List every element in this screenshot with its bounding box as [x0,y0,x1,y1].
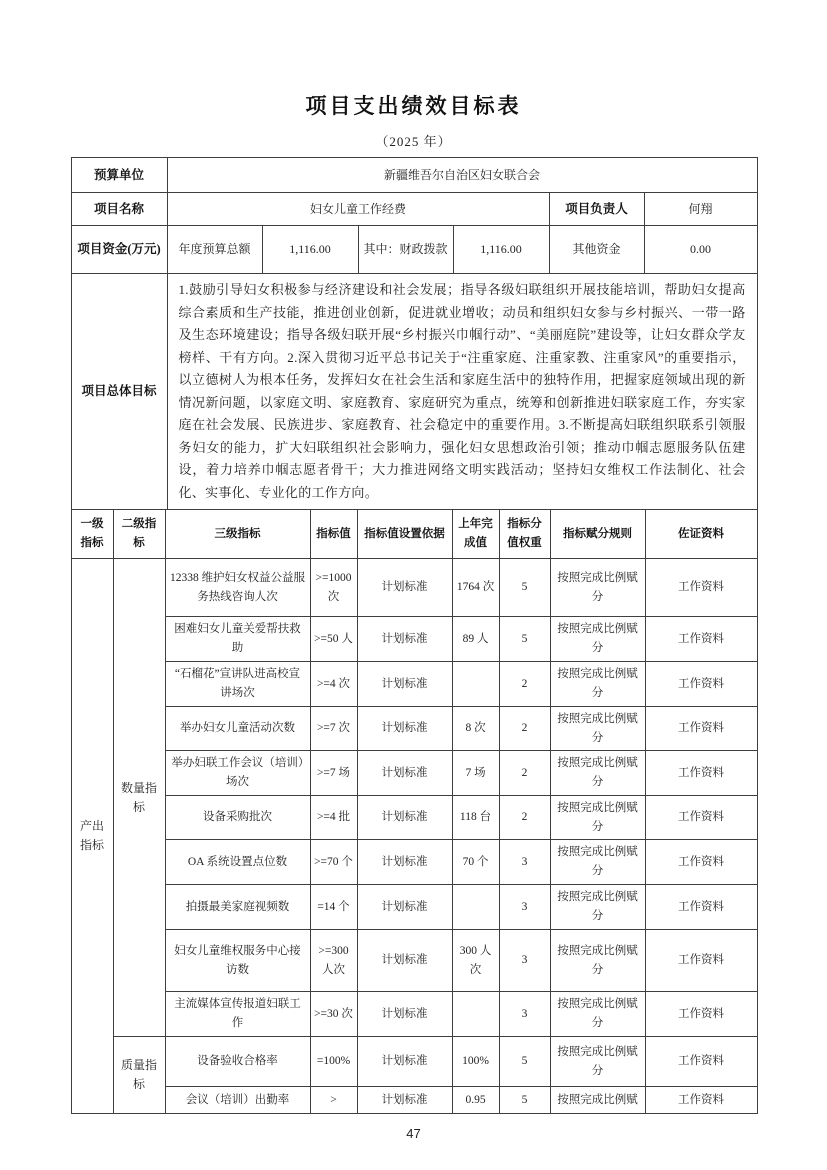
weight-cell: 5 [499,1037,550,1087]
indicator-row [71,1087,757,1114]
indicator-row [71,617,757,662]
project-leader-label: 项目负责人 [549,193,644,226]
evidence-cell: 工作资料 [645,930,757,992]
indicator-name-cell: 拍摄最美家庭视频数 [165,885,310,930]
rule-cell: 按照完成比例赋分 [550,559,645,617]
indicator-row [71,885,757,930]
indicator-name-cell: 主流媒体宣传报道妇联工作 [165,992,310,1037]
indicator-name-cell: 举办妇联工作会议（培训）场次 [165,751,310,796]
prev-value-cell: 1764 次 [452,559,499,617]
rule-cell: 按照完成比例赋分 [550,1037,645,1087]
weight-cell: 2 [499,751,550,796]
prev-value-cell: 7 场 [452,751,499,796]
basis-cell: 计划标准 [357,930,452,992]
header-scoring-rule: 指标赋分规则 [550,510,645,559]
weight-cell: 3 [499,930,550,992]
rule-cell: 按照完成比例赋 [550,1087,645,1114]
basis-cell: 计划标准 [357,707,452,751]
evidence-cell: 工作资料 [645,1087,757,1114]
annual-budget-label: 年度预算总额 [167,226,262,274]
basis-cell: 计划标准 [357,1037,452,1087]
evidence-cell: 工作资料 [645,992,757,1037]
indicator-table [71,509,758,1114]
rule-cell: 按照完成比例赋分 [550,617,645,662]
target-value-cell: >=7 场 [310,751,357,796]
level2-quality-cell: 质量指标 [113,1037,165,1114]
indicator-name-cell: 困难妇女儿童关爱帮扶救助 [165,617,310,662]
project-funds-row [71,226,757,274]
header-weight: 指标分值权重 [499,510,550,559]
rule-cell: 按照完成比例赋分 [550,930,645,992]
prev-value-cell [452,885,499,930]
prev-value-cell: 8 次 [452,707,499,751]
evidence-cell: 工作资料 [645,662,757,707]
indicator-row [71,992,757,1037]
rule-cell: 按照完成比例赋分 [550,796,645,840]
page-title: 项目支出绩效目标表 [305,94,522,118]
rule-cell: 按照完成比例赋分 [550,707,645,751]
project-name-row [71,193,757,226]
overall-goal-label: 项目总体目标 [71,274,167,510]
indicator-name-cell: OA 系统设置点位数 [165,840,310,885]
header-target: 指标值 [310,510,357,559]
indicator-name-cell: 设备验收合格率 [165,1037,310,1087]
prev-value-cell: 300 人次 [452,930,499,992]
rule-cell: 按照完成比例赋分 [550,840,645,885]
basis-cell: 计划标准 [357,662,452,707]
indicator-row [71,840,757,885]
header-basis: 指标值设置依据 [357,510,452,559]
header-level3: 三级指标 [165,510,310,559]
evidence-cell: 工作资料 [645,840,757,885]
basis-cell: 计划标准 [357,751,452,796]
level1-indicator-cell: 产出指标 [71,559,113,1114]
prev-value-cell: 100% [452,1037,499,1087]
target-value-cell: =100% [310,1037,357,1087]
evidence-cell: 工作资料 [645,617,757,662]
indicator-name-cell: 会议（培训）出勤率 [165,1087,310,1114]
overall-goal-text: 1.鼓励引导妇女积极参与经济建设和社会发展；指导各级妇联组织开展技能培训，帮助妇女提高综合素质和生产技能，推进创业创新，促进就业增收；动员和组织妇女参与乡村振兴、一带一路及生态环境建设；指导各级妇联开展“乡村振兴巾帼行动”、“美丽庭院”建设等，让妇女群众学友榜样、干有方向。2.深入贯彻习近平总书记关于“注重家庭、注重家教、注重家风”的重要指示，以立德树人为根本任务，发挥妇女在社会生活和家庭生活中的独特作用，把握家庭领域出现的新情况新问题，以家庭文明、家庭教育、家庭研究为重点，统筹和创新推进妇联家庭工作，夯实家庭在社会发展、民族进步、家庭教育、社会稳定中的重要作用。3.不断提高妇联组织联系引领服务妇女的能力，扩大妇联组织社会影响力，强化妇女思想政治引领；推动巾帼志愿服务队伍建设，着力培养巾帼志愿者骨干；大力推进网络文明实践活动；坚持妇女维权工作法制化、社会化、实事化、专业化的工作方向。 [167,274,757,510]
header-evidence: 佐证资料 [645,510,757,559]
basis-cell: 计划标准 [357,796,452,840]
basis-cell: 计划标准 [357,559,452,617]
target-value-cell: > [310,1087,357,1114]
weight-cell: 5 [499,559,550,617]
prev-value-cell: 89 人 [452,617,499,662]
basis-cell: 计划标准 [357,617,452,662]
rule-cell: 按照完成比例赋分 [550,885,645,930]
page-subtitle: （2025 年） [375,134,452,149]
evidence-cell: 工作资料 [645,559,757,617]
basis-cell: 计划标准 [357,840,452,885]
indicator-header-row [71,510,757,559]
weight-cell: 3 [499,885,550,930]
project-name-value: 妇女儿童工作经费 [167,193,549,226]
indicator-row [71,662,757,707]
weight-cell: 5 [499,617,550,662]
rule-cell: 按照完成比例赋分 [550,662,645,707]
evidence-cell: 工作资料 [645,796,757,840]
level2-quantity-cell: 数量指标 [113,559,165,1037]
indicator-name-cell: 12338 维护妇女权益公益服务热线咨询人次 [165,559,310,617]
indicator-name-cell: “石榴花”宣讲队进高校宣讲场次 [165,662,310,707]
page-number: 47 [406,1126,421,1141]
prev-value-cell: 0.95 [452,1087,499,1114]
target-value-cell: >=50 人 [310,617,357,662]
basis-cell: 计划标准 [357,885,452,930]
indicator-name-cell: 设备采购批次 [165,796,310,840]
rule-cell: 按照完成比例赋分 [550,992,645,1037]
budget-unit-label: 预算单位 [71,158,167,193]
prev-value-cell [452,662,499,707]
indicator-row [71,796,757,840]
project-name-label: 项目名称 [71,193,167,226]
target-value-cell: >=300 人次 [310,930,357,992]
target-value-cell: >=4 批 [310,796,357,840]
rule-cell: 按照完成比例赋分 [550,751,645,796]
prev-value-cell: 118 台 [452,796,499,840]
project-funds-label: 项目资金(万元) [71,226,167,274]
prev-value-cell [452,992,499,1037]
weight-cell: 2 [499,662,550,707]
header-level2: 二级指标 [113,510,165,559]
target-value-cell: >=1000 次 [310,559,357,617]
project-leader-value: 何翔 [644,193,757,226]
header-prev-value: 上年完成值 [452,510,499,559]
indicator-name-cell: 妇女儿童维权服务中心接访数 [165,930,310,992]
other-funds-label: 其他资金 [549,226,644,274]
fiscal-allocation-value: 1,116.00 [453,226,549,274]
weight-cell: 3 [499,992,550,1037]
annual-budget-value: 1,116.00 [262,226,358,274]
target-value-cell: >=70 个 [310,840,357,885]
tables-container [71,157,757,1114]
weight-cell: 3 [499,840,550,885]
overall-goal-row [71,274,757,510]
indicator-name-cell: 举办妇女儿童活动次数 [165,707,310,751]
prev-value-cell: 70 个 [452,840,499,885]
budget-unit-value: 新疆维吾尔自治区妇女联合会 [167,158,757,193]
indicator-row [71,751,757,796]
indicator-row [71,930,757,992]
weight-cell: 2 [499,796,550,840]
target-value-cell: >=30 次 [310,992,357,1037]
weight-cell: 2 [499,707,550,751]
evidence-cell: 工作资料 [645,751,757,796]
evidence-cell: 工作资料 [645,885,757,930]
header-level1: 一级指标 [71,510,113,559]
info-table [71,157,758,510]
evidence-cell: 工作资料 [645,1037,757,1087]
evidence-cell: 工作资料 [645,707,757,751]
basis-cell: 计划标准 [357,992,452,1037]
weight-cell: 5 [499,1087,550,1114]
basis-cell: 计划标准 [357,1087,452,1114]
indicator-row [71,559,757,617]
target-value-cell: >=4 次 [310,662,357,707]
indicator-row [71,1037,757,1087]
indicator-row [71,707,757,751]
target-value-cell: =14 个 [310,885,357,930]
budget-unit-row [71,158,757,193]
fiscal-allocation-label: 其中：财政拨款 [358,226,453,274]
target-value-cell: >=7 次 [310,707,357,751]
other-funds-value: 0.00 [644,226,757,274]
